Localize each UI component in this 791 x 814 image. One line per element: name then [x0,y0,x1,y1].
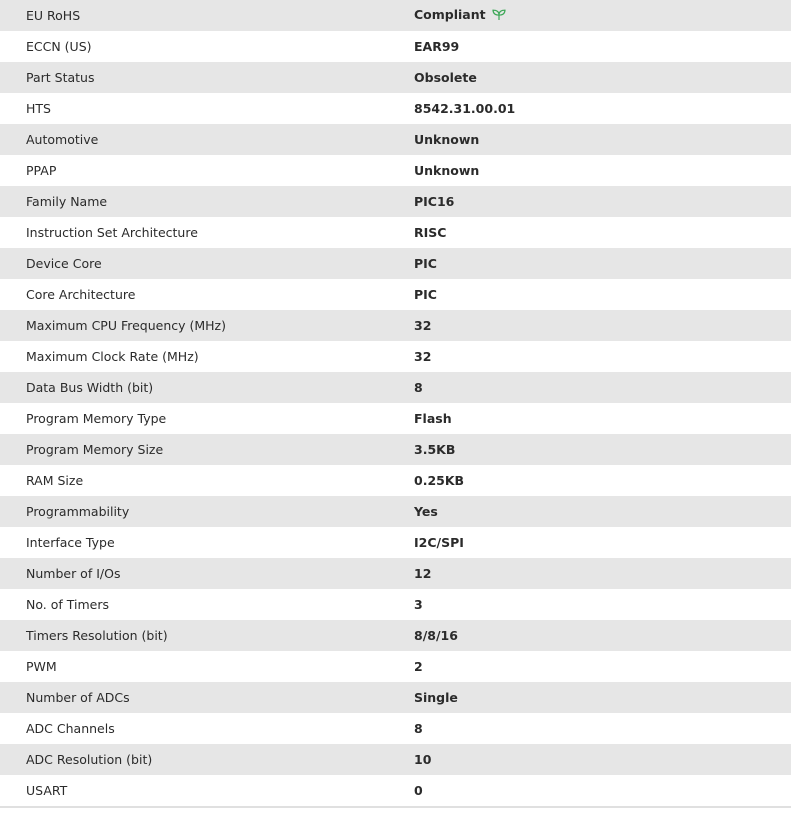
table-row [0,0,791,31]
spec-label: ADC Resolution (bit) [26,752,153,767]
spec-label: No. of Timers [26,597,109,612]
spec-value-cell [388,279,791,310]
spec-value-cell [388,713,791,744]
spec-value-cell [388,620,791,651]
table-row [0,186,791,217]
spec-value: 2 [414,659,423,674]
spec-value-cell [388,434,791,465]
spec-value: Flash [414,411,452,426]
spec-value: 32 [414,318,432,333]
spec-value-cell [388,527,791,558]
table-row [0,434,791,465]
spec-label: EU RoHS [26,8,81,23]
spec-label: Core Architecture [26,287,136,302]
spec-value-cell [388,186,791,217]
spec-value-cell [388,465,791,496]
spec-value: PIC16 [414,194,455,209]
spec-value-cell [388,775,791,806]
table-row [0,279,791,310]
table-row [0,465,791,496]
table-row [0,341,791,372]
spec-value: 12 [414,566,432,581]
table-row [0,310,791,341]
table-row [0,713,791,744]
spec-value: 0.25KB [414,473,465,488]
spec-value-cell [388,403,791,434]
spec-label: HTS [26,101,51,116]
spec-value: EAR99 [414,39,460,54]
spec-label: Maximum CPU Frequency (MHz) [26,318,226,333]
spec-value-cell [388,31,791,62]
spec-value: 3 [414,597,423,612]
table-row [0,775,791,806]
spec-value-cell [388,310,791,341]
spec-value: Compliant [414,7,486,22]
table-row [0,403,791,434]
table-row [0,589,791,620]
spec-label: Device Core [26,256,102,271]
spec-label: Program Memory Size [26,442,164,457]
spec-value-cell [388,496,791,527]
table-row [0,527,791,558]
spec-value: Yes [414,504,438,519]
spec-value: 10 [414,752,432,767]
table-row [0,620,791,651]
spec-label: Number of I/Os [26,566,121,581]
table-row [0,62,791,93]
table-row [0,248,791,279]
spec-value: 8/8/16 [414,628,458,643]
table-bottom-border [0,806,791,808]
spec-label: Program Memory Type [26,411,167,426]
spec-value-cell [388,744,791,775]
spec-value-cell [388,62,791,93]
table-row [0,496,791,527]
spec-label: Timers Resolution (bit) [26,628,168,643]
spec-label: ECCN (US) [26,39,92,54]
spec-value: PIC [414,256,437,271]
spec-value-cell [388,248,791,279]
spec-value-cell [388,124,791,155]
table-row [0,651,791,682]
spec-value: Obsolete [414,70,477,85]
spec-value: 8542.31.00.01 [414,101,516,116]
table-row [0,217,791,248]
spec-label: Maximum Clock Rate (MHz) [26,349,199,364]
spec-value-cell [388,558,791,589]
spec-label: Programmability [26,504,130,519]
spec-label: Data Bus Width (bit) [26,380,154,395]
spec-label: ADC Channels [26,721,115,736]
spec-value: Unknown [414,163,480,178]
spec-label: RAM Size [26,473,84,488]
spec-value: 32 [414,349,432,364]
spec-label: PPAP [26,163,57,178]
spec-value-cell [388,651,791,682]
spec-label: PWM [26,659,57,674]
spec-value-cell [388,682,791,713]
spec-label: Interface Type [26,535,115,550]
spec-value-cell [388,217,791,248]
spec-label: Family Name [26,194,108,209]
table-row [0,744,791,775]
table-row [0,682,791,713]
spec-value: 8 [414,721,423,736]
spec-label: Automotive [26,132,99,147]
spec-value: RISC [414,225,447,240]
spec-label: Instruction Set Architecture [26,225,198,240]
spec-value-cell [388,589,791,620]
spec-value-cell [388,155,791,186]
spec-value-cell [388,0,791,31]
spec-value: I2C/SPI [414,535,464,550]
table-row [0,372,791,403]
spec-value-cell [388,341,791,372]
table-row [0,155,791,186]
spec-label: USART [26,783,68,798]
spec-value: 8 [414,380,423,395]
spec-value: 0 [414,783,423,798]
spec-value: 3.5KB [414,442,456,457]
table-row [0,93,791,124]
spec-label: Part Status [26,70,95,85]
spec-value: PIC [414,287,437,302]
spec-value-cell [388,93,791,124]
table-row [0,558,791,589]
spec-value: Unknown [414,132,480,147]
leaf-icon [492,9,506,24]
table-row [0,124,791,155]
spec-value: Single [414,690,458,705]
table-row [0,31,791,62]
spec-label: Number of ADCs [26,690,130,705]
spec-value-cell [388,372,791,403]
